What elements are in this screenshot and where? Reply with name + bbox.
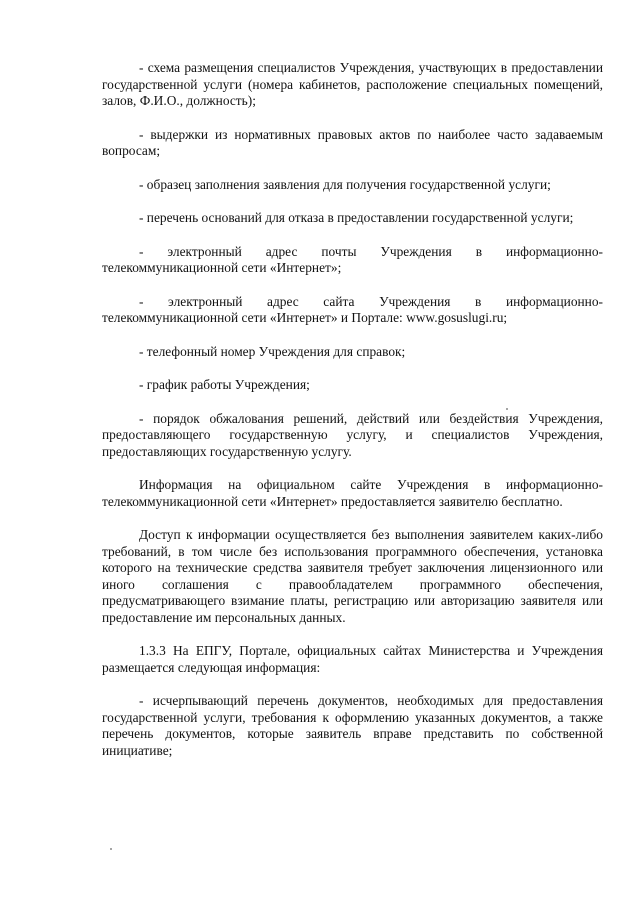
list-item-application-sample: - образец заполнения заявления для получения государственной услуги; — [139, 176, 551, 192]
paragraph-access-conditions: Доступ к информации осуществляется без выполнения заявителем каких-либо требований, в том числе без использования программного обеспечения, установка которого на технические средства заявителя требует заключения лицензионного или иного соглашения с правообладателем программного обеспечения, предусматривающего взимание платы, регистрацию или авторизацию заявителя или предоставление им персональных данных. — [102, 527, 603, 625]
paragraph-section-1-3-3: 1.3.3 На ЕПГУ, Портале, официальных сайтах Министерства и Учреждения размещается следующая информация: — [102, 643, 603, 675]
document-body — [102, 60, 603, 776]
list-item-email-address: - электронный адрес почты Учреждения в информационно-телекоммуникационной сети «Интернет»; — [102, 243, 603, 275]
list-item-specialists-layout: - схема размещения специалистов Учреждения, участвующих в предоставлении государственной услуги (номера кабинетов, расположение специальных помещений, залов, Ф.И.О., должность); — [102, 60, 603, 108]
list-item-website-address: - электронный адрес сайта Учреждения в информационно-телекоммуникационной сети «Интернет» и Портале: www.gosuslugi.ru; — [102, 293, 603, 325]
scan-speck — [110, 848, 112, 850]
list-item-appeal-procedure: - порядок обжалования решений, действий или бездействия Учреждения, предоставляющего государственную услугу, и специалистов Учреждения, предоставляющих государственную услугу. — [102, 410, 603, 459]
scan-speck — [506, 408, 508, 410]
list-item-phone-number: - телефонный номер Учреждения для справок; — [139, 343, 406, 359]
paragraph-website-info-free: Информация на официальном сайте Учреждения в информационно-телекоммуникационной сети «Интернет» предоставляется заявителю бесплатно. — [102, 477, 603, 509]
list-item-documents-list: - исчерпывающий перечень документов, необходимых для предоставления государственной услуги, требования к оформлению указанных документов, а также перечень документов, которые заявитель вправе представить по собственной инициативе; — [102, 693, 603, 758]
list-item-refusal-grounds: - перечень оснований для отказа в предоставлении государственной услуги; — [139, 210, 574, 225]
list-item-legal-excerpts: - выдержки из нормативных правовых актов по наиболее часто задаваемым вопросам; — [102, 126, 603, 158]
list-item-work-schedule: - график работы Учреждения; — [139, 377, 310, 392]
